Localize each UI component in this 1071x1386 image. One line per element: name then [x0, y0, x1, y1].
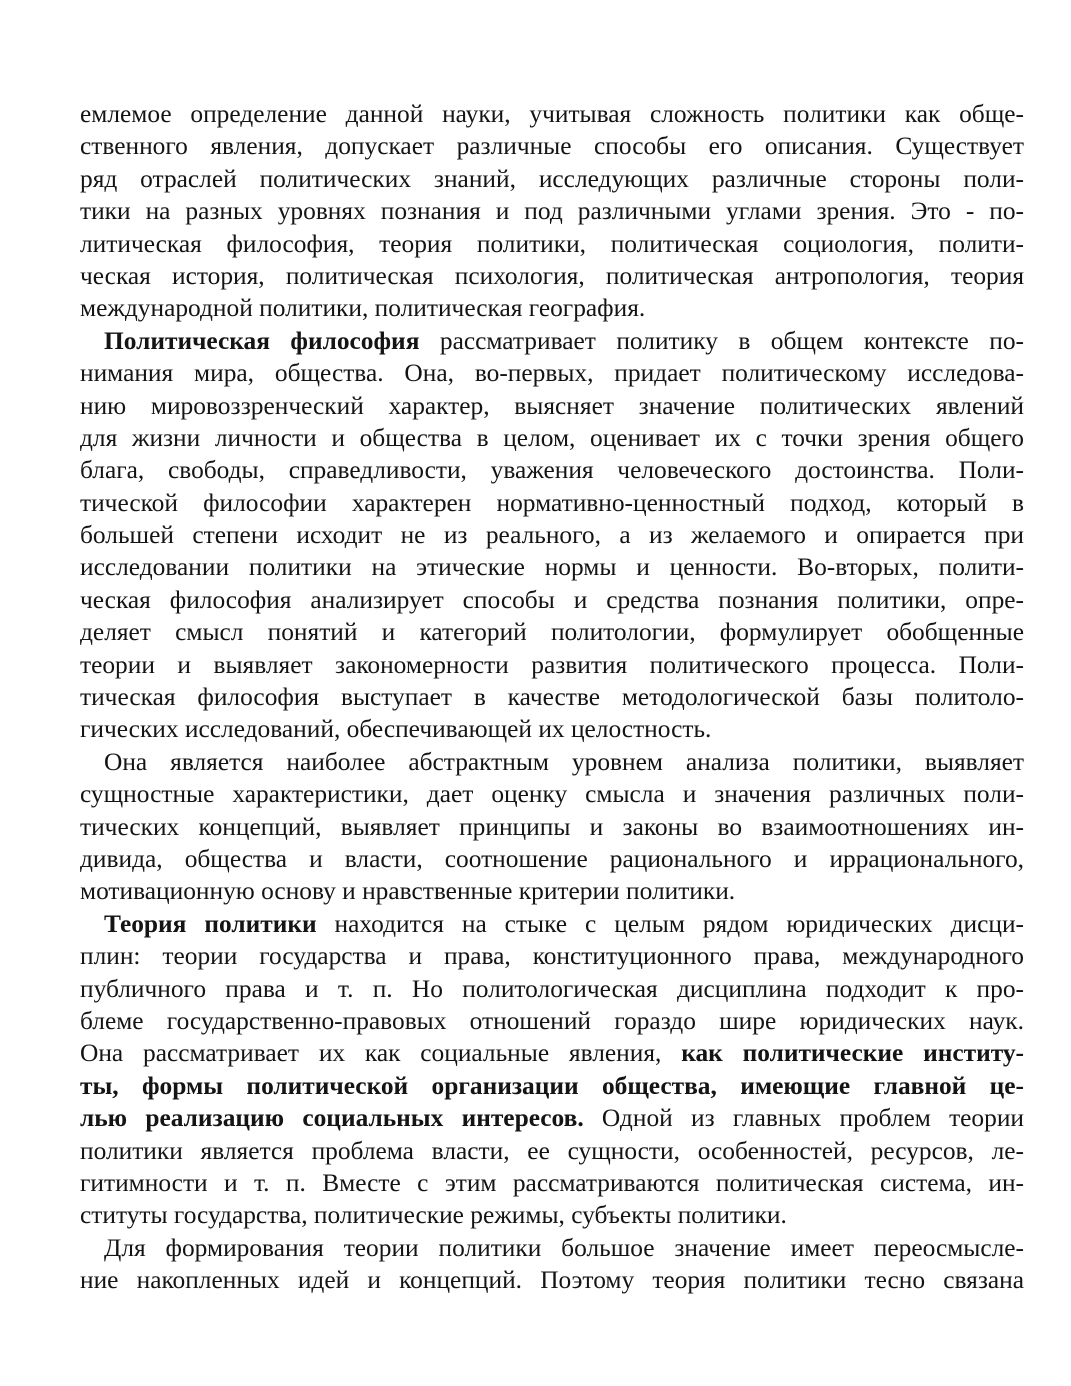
text-run: большей степени исходит не из реального, а из желаемого и опирается при: [80, 521, 1024, 550]
text-run: находится на стыке с целым рядом юридических дисци-: [316, 909, 1024, 938]
text-line: [80, 487, 1024, 519]
text-line: [80, 195, 1024, 227]
text-line: [80, 940, 1024, 972]
paragraph: [80, 1232, 1024, 1297]
text-line: [80, 1070, 1024, 1102]
text-run: сущностные характеристики, дает оценку смысла и значения различных поли-: [80, 780, 1024, 809]
text-run: публичного права и т. п. Но политологическая дисциплина подходит к про-: [80, 974, 1024, 1003]
text-line: [80, 843, 1024, 875]
bold-text: Теория политики: [104, 909, 317, 938]
text-line: [80, 454, 1024, 486]
text-run: исследовании политики на этические нормы и ценности. Во-вторых, полити-: [80, 553, 1024, 582]
text-run: политики является проблема власти, ее сущности, особенностей, ресурсов, ле-: [80, 1136, 1024, 1165]
text-run: Она является наиболее абстрактным уровнем анализа политики, выявляет: [104, 747, 1024, 776]
text-line: [80, 260, 1024, 292]
text-run: Одной из главных проблем теории: [583, 1104, 1024, 1133]
text-run: тических концепций, выявляет принципы и законы во взаимоотношениях ин-: [80, 812, 1024, 841]
bold-text: лью реализацию социальных интересов.: [80, 1104, 584, 1133]
text-line: [80, 551, 1024, 583]
text-line: [80, 1005, 1024, 1037]
text-run: плин: теории государства и права, конституционного права, международного: [80, 942, 1024, 971]
text-run: тическая философия выступает в качестве методологической базы политоло-: [80, 683, 1024, 712]
text-line: [80, 1199, 1024, 1231]
text-run: деляет смысл понятий и категорий политологии, формулирует обобщенные: [80, 618, 1024, 647]
text-run: емлемое определение данной науки, учитывая сложность политики как обще-: [80, 100, 1024, 128]
text-line: [80, 616, 1024, 648]
text-line: [80, 746, 1024, 778]
text-run: ряд отраслей политических знаний, исследующих различные стороны поли-: [80, 164, 1024, 193]
text-run: Для формирования теории политики большое значение имеет переосмысле-: [104, 1233, 1024, 1262]
paragraph: [80, 908, 1024, 1232]
text-run: ческая философия анализирует способы и средства познания политики, опре-: [80, 585, 1024, 614]
text-run: гических исследований, обеспечивающей их целостность.: [80, 715, 712, 744]
bold-text: Политическая философия: [104, 326, 420, 355]
text-line: [80, 1135, 1024, 1167]
text-line: [80, 875, 1024, 907]
paragraph: [80, 325, 1024, 746]
text-run: гитимности и т. п. Вместе с этим рассматриваются политическая система, ин-: [80, 1168, 1024, 1197]
text-line: [80, 1167, 1024, 1199]
text-run: ческая история, политическая психология, политическая антропология, теория: [80, 261, 1024, 290]
bold-text: как политические институ-: [681, 1039, 1024, 1068]
text-run: рассматривает политику в общем контексте по-: [419, 326, 1024, 355]
text-run: блеме государственно-правовых отношений гораздо шире юридических наук.: [80, 1006, 1024, 1035]
text-run: Она рассматривает их как социальные явления,: [80, 1039, 682, 1068]
text-run: ние накопленных идей и концепций. Поэтому теория политики тесно связана: [80, 1266, 1024, 1295]
text-line: [80, 713, 1024, 745]
text-line: [80, 908, 1024, 940]
paragraph: [80, 746, 1024, 908]
text-run: для жизни личности и общества в целом, оценивает их с точки зрения общего: [80, 423, 1024, 452]
bold-text: ты, формы политической организации общества, имеющие главной це-: [80, 1071, 1024, 1100]
text-run: тики на разных уровнях познания и под различными углами зрения. Это - по-: [80, 197, 1024, 226]
text-run: теории и выявляет закономерности развития политического процесса. Поли-: [80, 650, 1024, 679]
text-line: [80, 1037, 1024, 1069]
text-line: [80, 292, 1024, 324]
text-run: международной политики, политическая география.: [80, 294, 646, 323]
text-run: мотивационную основу и нравственные критерии политики.: [80, 877, 736, 906]
text-line: [80, 130, 1024, 162]
text-line: [80, 584, 1024, 616]
text-line: [80, 1232, 1024, 1264]
text-line: [80, 98, 1024, 130]
text-line: [80, 649, 1024, 681]
text-line: [80, 519, 1024, 551]
text-line: [80, 422, 1024, 454]
text-run: нимания мира, общества. Она, во-первых, придает политическому исследова-: [80, 359, 1024, 388]
text-line: [80, 228, 1024, 260]
text-run: ституты государства, политические режимы, субъекты политики.: [80, 1201, 787, 1230]
text-line: [80, 163, 1024, 195]
text-line: [80, 390, 1024, 422]
text-line: [80, 357, 1024, 389]
text-line: [80, 325, 1024, 357]
text-line: [80, 811, 1024, 843]
text-run: дивида, общества и власти, соотношение рационального и иррационального,: [80, 844, 1024, 873]
text-line: [80, 681, 1024, 713]
text-run: нию мировоззренческий характер, выясняет значение политических явлений: [80, 391, 1024, 420]
paragraph: [80, 98, 1024, 325]
text-run: ственного явления, допускает различные способы его описания. Существует: [80, 132, 1024, 161]
text-line: [80, 778, 1024, 810]
text-run: тической философии характерен нормативно-ценностный подход, который в: [80, 488, 1024, 517]
text-run: литическая философия, теория политики, политическая социология, полити-: [80, 229, 1024, 258]
text-line: [80, 1102, 1024, 1134]
page-text: [80, 98, 1024, 1296]
text-run: блага, свободы, справедливости, уважения человеческого достоинства. Поли-: [80, 456, 1024, 485]
text-line: [80, 1264, 1024, 1296]
text-line: [80, 973, 1024, 1005]
